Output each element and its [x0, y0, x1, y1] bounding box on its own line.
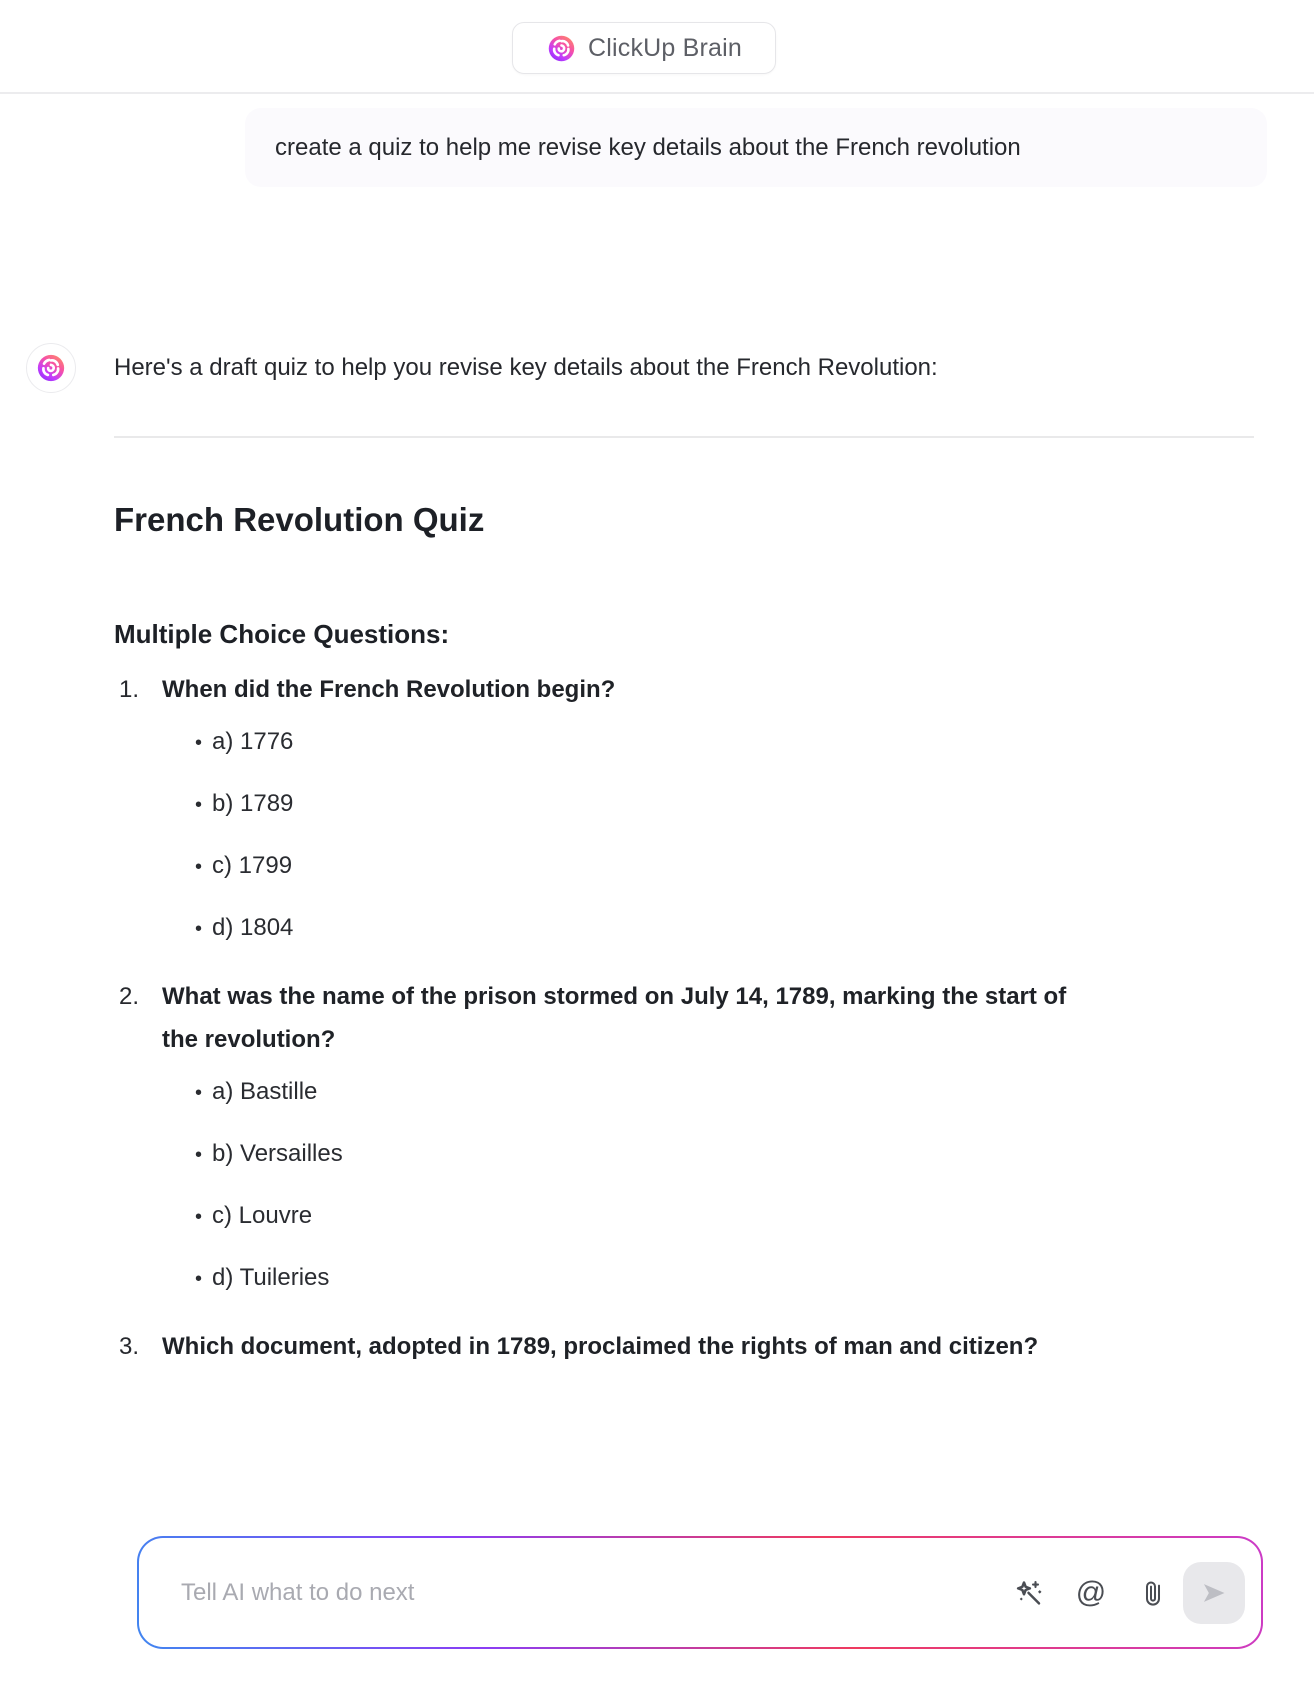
- option-item: [195, 911, 1254, 946]
- option-text: • d) 1804: [212, 914, 294, 941]
- at-glyph: @: [1075, 1575, 1107, 1609]
- composer-input[interactable]: [179, 1578, 1013, 1608]
- clickup-brain-badge[interactable]: [512, 22, 776, 74]
- question-text: What was the name of the prison stormed on July 14, 1789, marking the start of the revolution?: [162, 983, 1067, 1053]
- quiz-title: French Revolution Quiz: [114, 501, 485, 538]
- composer-actions: [1013, 1577, 1169, 1609]
- option-text: • a) Bastille: [212, 1078, 318, 1105]
- quiz-section-heading: Multiple Choice Questions:: [114, 619, 450, 649]
- option-item: [195, 725, 1254, 760]
- option-item: [195, 1137, 1254, 1172]
- magic-wand-icon[interactable]: [1013, 1577, 1045, 1609]
- option-item: [195, 1199, 1254, 1234]
- attachment-icon[interactable]: [1137, 1577, 1169, 1609]
- ai-response: [114, 343, 1254, 1368]
- question-item: [114, 668, 1254, 946]
- option-text: • d) Tuileries: [212, 1264, 330, 1291]
- question-text: When did the French Revolution begin?: [162, 676, 616, 703]
- clickup-brain-logo-icon: [35, 352, 67, 384]
- option-text: • b) 1789: [212, 790, 294, 817]
- user-message-text: create a quiz to help me revise key details about the French revolution: [275, 134, 1021, 161]
- top-bar: [0, 0, 1314, 94]
- option-item: [195, 849, 1254, 884]
- option-text: • c) Louvre: [212, 1202, 313, 1229]
- divider: [114, 436, 1254, 438]
- ai-avatar: [26, 343, 76, 393]
- option-list: [114, 725, 1254, 946]
- ai-composer[interactable]: [137, 1536, 1263, 1649]
- user-message-bubble: [245, 108, 1267, 187]
- option-item: [195, 1261, 1254, 1296]
- option-list: [114, 1075, 1254, 1296]
- ai-intro-text: Here's a draft quiz to help you revise key details about the French Revolution:: [114, 354, 938, 381]
- question-number: 2.: [119, 983, 140, 1010]
- send-button[interactable]: [1183, 1562, 1245, 1624]
- clickup-brain-logo-icon: [546, 33, 577, 64]
- brand-label: ClickUp Brain: [587, 33, 743, 62]
- send-icon: [1200, 1579, 1228, 1607]
- mention-icon[interactable]: [1075, 1577, 1107, 1609]
- question-item: [114, 1325, 1254, 1368]
- question-number: 1.: [119, 676, 140, 703]
- option-item: [195, 787, 1254, 822]
- question-item: [114, 975, 1254, 1296]
- option-item: [195, 1075, 1254, 1110]
- question-list: [114, 668, 1254, 1368]
- option-text: • b) Versailles: [212, 1140, 343, 1167]
- option-text: • a) 1776: [212, 728, 294, 755]
- question-number: 3.: [119, 1333, 140, 1360]
- option-text: • c) 1799: [212, 852, 293, 879]
- question-text: Which document, adopted in 1789, proclaimed the rights of man and citizen?: [162, 1333, 1039, 1360]
